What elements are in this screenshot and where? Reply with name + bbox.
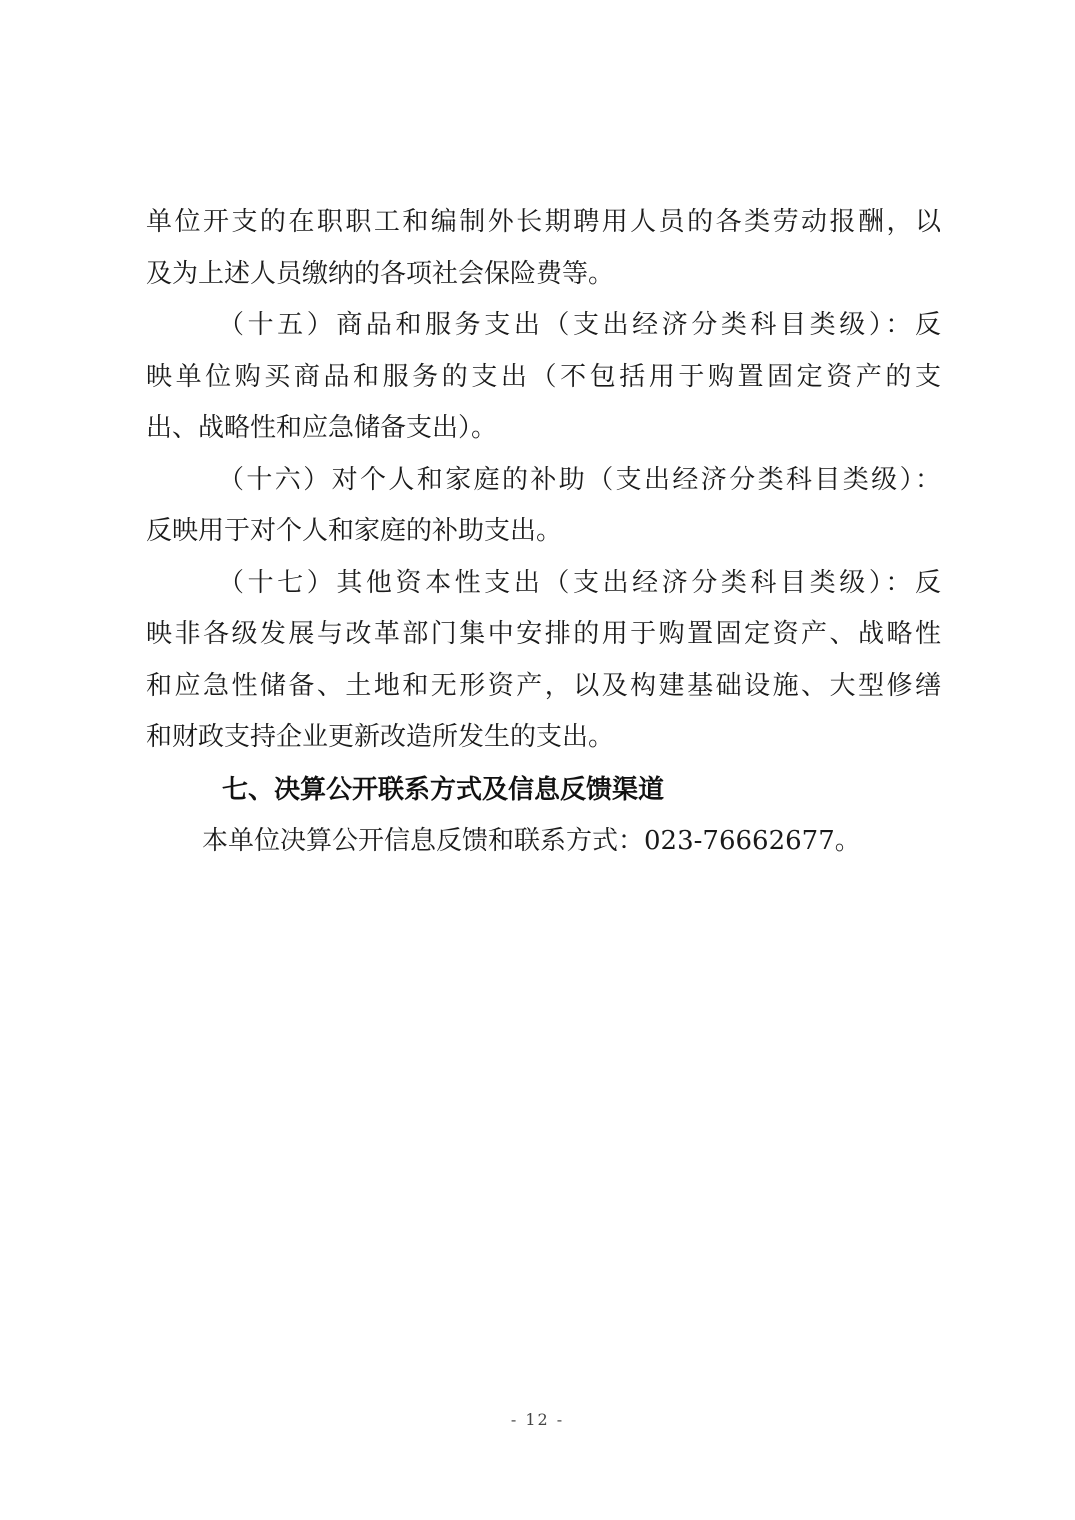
section-7-heading: 七、决算公开联系方式及信息反馈渠道 [222, 774, 665, 805]
text-line: 及为上述人员缴纳的各项社会保险费等。 [146, 258, 615, 289]
text-line: 单位开支的在职职工和编制外长期聘用人员的各类劳动报酬，以 [146, 207, 941, 237]
text-line: 和财政支持企业更新改造所发生的支出。 [146, 722, 615, 752]
text-line: 映单位购买商品和服务的支出（不包括用于购置固定资产的支 [146, 361, 941, 392]
item-16-paragraph [146, 455, 941, 558]
text-line: （十六）对个人和家庭的补助（支出经济分类科目类级）： [218, 464, 941, 495]
item-15-paragraph [146, 300, 941, 455]
text-line: （十七）其他资本性支出（支出经济分类科目类级）：反 [218, 567, 941, 598]
document-body [146, 197, 941, 867]
text-line: （十五）商品和服务支出（支出经济分类科目类级）：反 [218, 310, 941, 340]
text-line: 出、战略性和应急储备支出）。 [146, 413, 498, 443]
text-line: 和应急性储备、土地和无形资产，以及构建基础设施、大型修缮 [146, 670, 941, 701]
paragraph-continuation [146, 197, 941, 300]
item-17-paragraph [146, 558, 941, 764]
page-number: - 12 - [510, 1410, 565, 1429]
text-line: 反映用于对个人和家庭的补助支出。 [146, 516, 563, 546]
contact-info: 本单位决算公开信息反馈和联系方式：023-76662677。 [202, 825, 861, 856]
text-line: 映非各级发展与改革部门集中安排的用于购置固定资产、战略性 [146, 619, 941, 649]
